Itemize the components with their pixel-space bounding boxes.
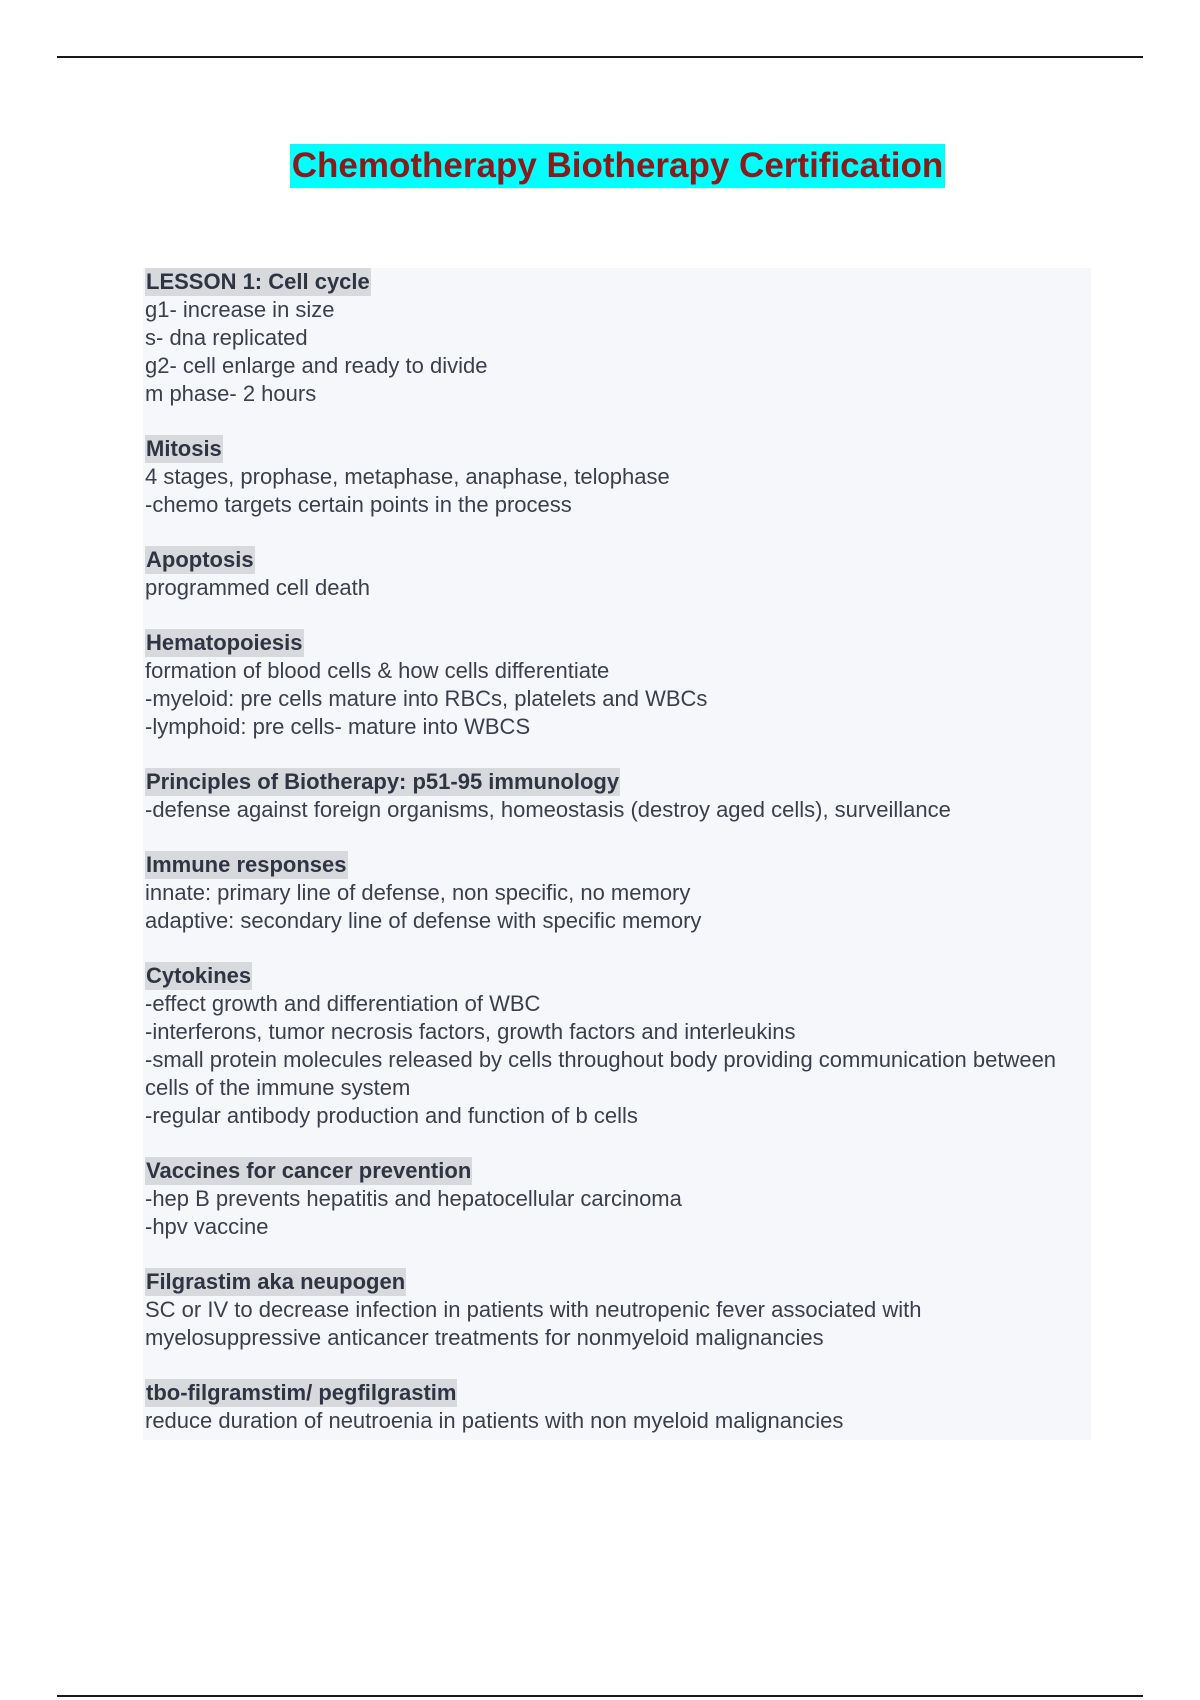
section-line: programmed cell death [145, 575, 371, 600]
section-line: adaptive: secondary line of defense with specific memory [145, 908, 702, 933]
section-line: -lymphoid: pre cells- mature into WBCS [145, 714, 531, 739]
section-line: SC or IV to decrease infection in patients with neutropenic fever associated with myelosuppressive anticancer treatments for nonmyeloid malignancies [145, 1297, 922, 1350]
section-line: -small protein molecules released by cells throughout body providing communication between cells of the immune system [145, 1047, 1057, 1100]
section-line: g1- increase in size [145, 297, 335, 322]
note-section [145, 435, 1091, 519]
footer-rule [57, 1695, 1143, 1697]
section-heading: Immune responses [146, 852, 347, 877]
section-line: -chemo targets certain points in the process [145, 492, 572, 517]
section-heading: Mitosis [146, 436, 222, 461]
section-line: m phase- 2 hours [145, 381, 317, 406]
section-line: g2- cell enlarge and ready to divide [145, 353, 488, 378]
section-line: reduce duration of neutroenia in patients with non myeloid malignancies [145, 1408, 844, 1433]
note-section [145, 546, 1091, 602]
section-line: -myeloid: pre cells mature into RBCs, platelets and WBCs [145, 686, 708, 711]
section-heading: Apoptosis [146, 547, 254, 572]
section-line: formation of blood cells & how cells differentiate [145, 658, 610, 683]
section-heading: Hematopoiesis [146, 630, 303, 655]
note-section [145, 268, 1091, 408]
section-line: -regular antibody production and function of b cells [145, 1103, 638, 1128]
note-section [145, 962, 1091, 1130]
section-heading: Filgrastim aka neupogen [146, 1269, 406, 1294]
section-line: -effect growth and differentiation of WBC [145, 991, 541, 1016]
section-heading: LESSON 1: Cell cycle [146, 269, 370, 294]
note-section [145, 1379, 1091, 1435]
section-line: -hpv vaccine [145, 1214, 269, 1239]
section-line: -interferons, tumor necrosis factors, growth factors and interleukins [145, 1019, 796, 1044]
note-section [145, 1157, 1091, 1241]
section-line: -defense against foreign organisms, homeostasis (destroy aged cells), surveillance [145, 797, 951, 822]
notes-body [143, 268, 1091, 1440]
section-heading: Cytokines [146, 963, 252, 988]
document-title: Chemotherapy Biotherapy Certification [290, 144, 946, 188]
header-rule [57, 56, 1143, 58]
section-line: s- dna replicated [145, 325, 308, 350]
note-section [145, 768, 1091, 824]
section-heading: Vaccines for cancer prevention [146, 1158, 472, 1183]
section-heading: Principles of Biotherapy: p51-95 immunology [146, 769, 620, 794]
note-section [145, 1268, 1091, 1352]
title-container [0, 144, 1200, 188]
section-line: -hep B prevents hepatitis and hepatocellular carcinoma [145, 1186, 682, 1211]
section-line: 4 stages, prophase, metaphase, anaphase, telophase [145, 464, 670, 489]
section-heading: tbo-filgramstim/ pegfilgrastim [146, 1380, 457, 1405]
note-section [145, 629, 1091, 741]
note-section [145, 851, 1091, 935]
section-line: innate: primary line of defense, non specific, no memory [145, 880, 691, 905]
